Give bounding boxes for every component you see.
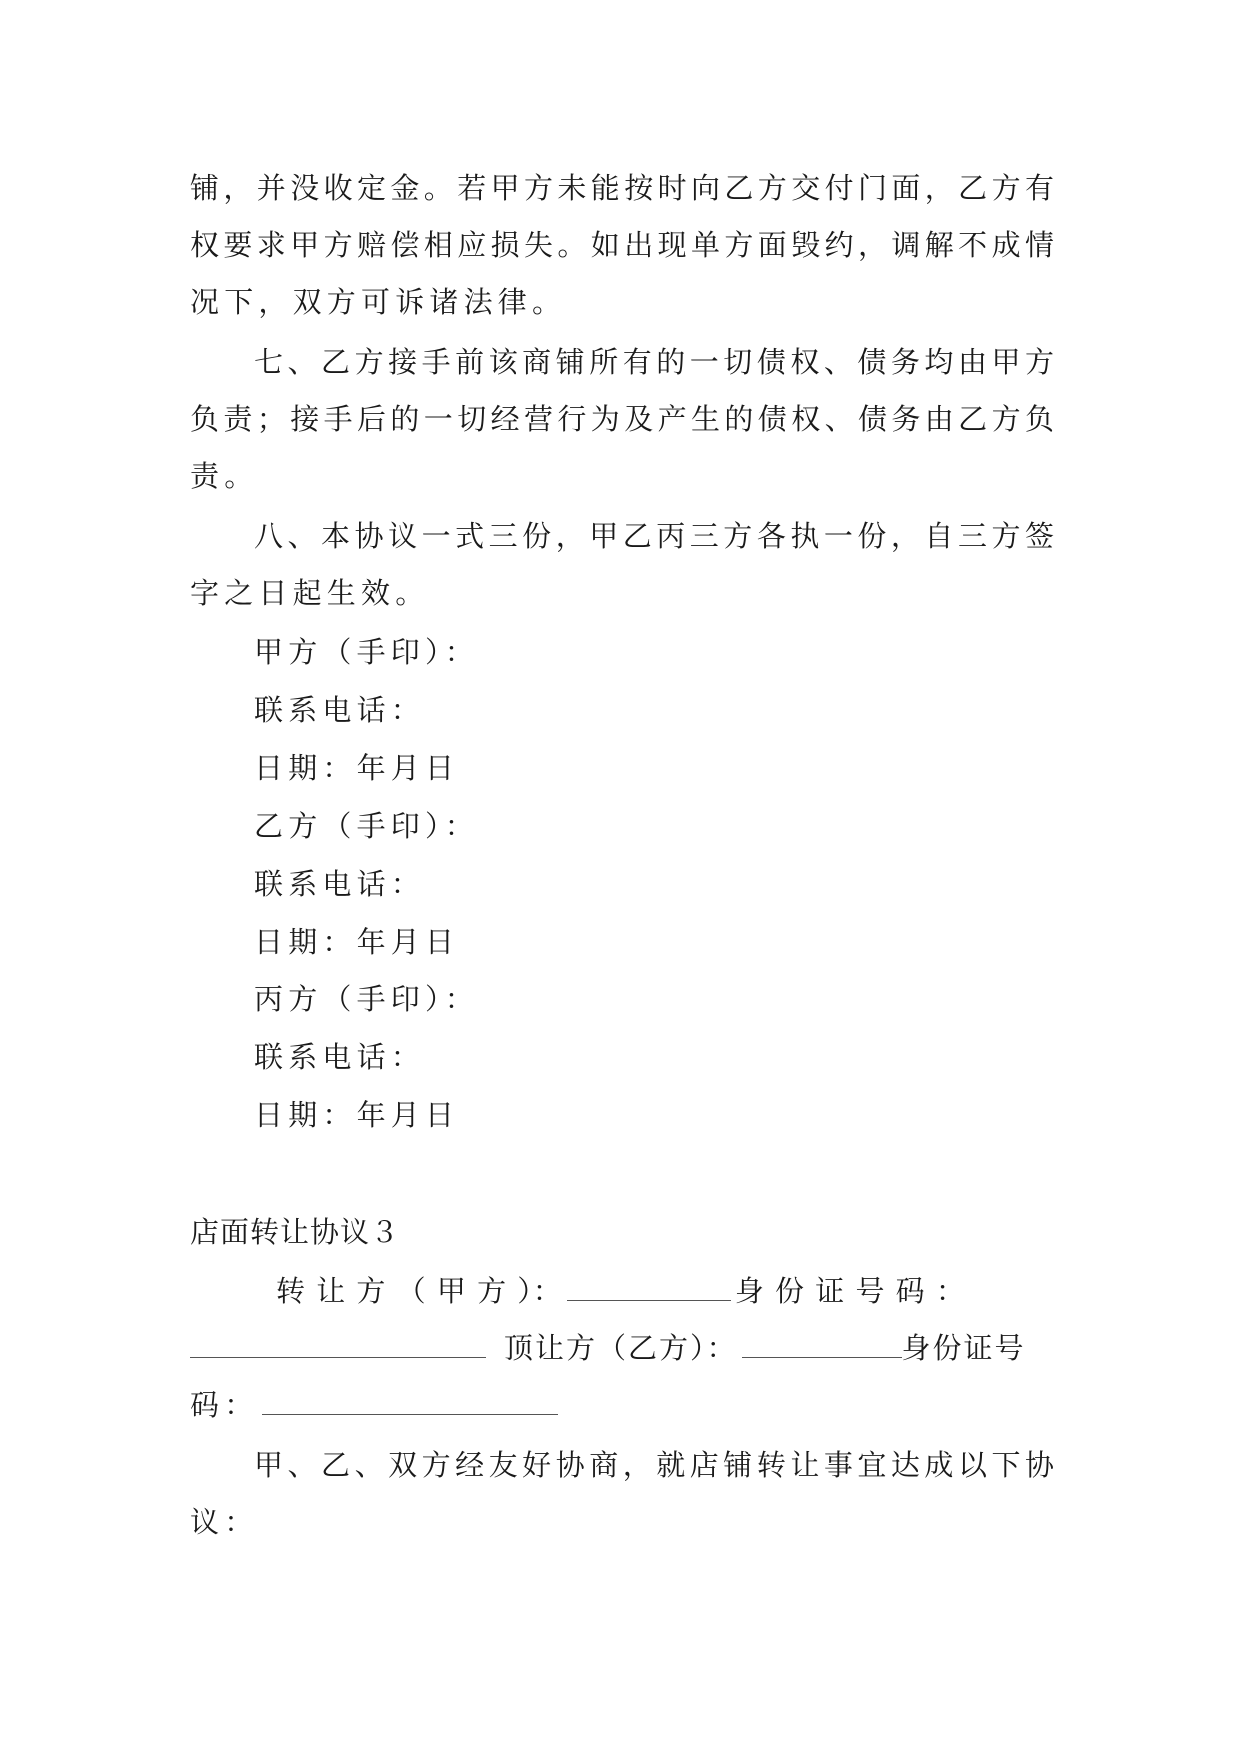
transferee-label: 顶让方（乙方）： (504, 1331, 738, 1365)
transferor-id-blank (190, 1331, 486, 1358)
transferor-id-label: 身 份 证 号 码 ： (734, 1274, 966, 1308)
clause-6-line-3: 况下，双方可诉诸法律。 (190, 285, 567, 319)
transferor-label: 转 让 方 （ 甲 方 ）： (276, 1274, 563, 1308)
party-c-date: 日期：年月日 (254, 1098, 460, 1132)
clause-7-line-1: 七、乙方接手前该商铺所有的一切债权、债务均由甲方 (254, 345, 1054, 379)
transferee-name-blank (742, 1331, 902, 1358)
clause-7-line-3: 责。 (190, 459, 259, 493)
party-b-date: 日期：年月日 (254, 925, 460, 959)
clause-6-line-2: 权要求甲方赔偿相应损失。如出现单方面毁约，调解不成情 (190, 228, 1054, 262)
clause-8-line-1: 八、本协议一式三份，甲乙丙三方各执一份，自三方签 (254, 519, 1054, 553)
intro-line-2: 议： (190, 1505, 259, 1539)
transferee-id-label-part1: 身份证号 (901, 1331, 1026, 1365)
agreement-title: 店面转让协议３ (190, 1215, 401, 1249)
transferee-id-row (190, 1385, 558, 1425)
clause-7-line-2: 负责；接手后的一切经营行为及产生的债权、债务由乙方负 (190, 402, 1054, 436)
party-c-label: 丙方（手印）： (254, 982, 479, 1016)
party-a-label: 甲方（手印）： (254, 635, 479, 669)
transferee-row (190, 1328, 1026, 1368)
transferee-id-blank (262, 1388, 558, 1415)
clause-8-line-2: 字之日起生效。 (190, 576, 430, 610)
clause-6-line-1: 铺，并没收定金。若甲方未能按时向乙方交付门面，乙方有 (190, 171, 1054, 205)
transferee-id-label-part2: 码： (190, 1388, 259, 1422)
transferor-row (276, 1271, 966, 1311)
party-a-date: 日期：年月日 (254, 751, 460, 785)
party-a-phone: 联系电话： (254, 693, 426, 727)
transferor-name-blank (567, 1274, 731, 1301)
party-c-phone: 联系电话： (254, 1040, 426, 1074)
party-b-label: 乙方（手印）： (254, 809, 479, 843)
party-b-phone: 联系电话： (254, 867, 426, 901)
intro-line-1: 甲、乙、双方经友好协商，就店铺转让事宜达成以下协 (254, 1448, 1054, 1482)
